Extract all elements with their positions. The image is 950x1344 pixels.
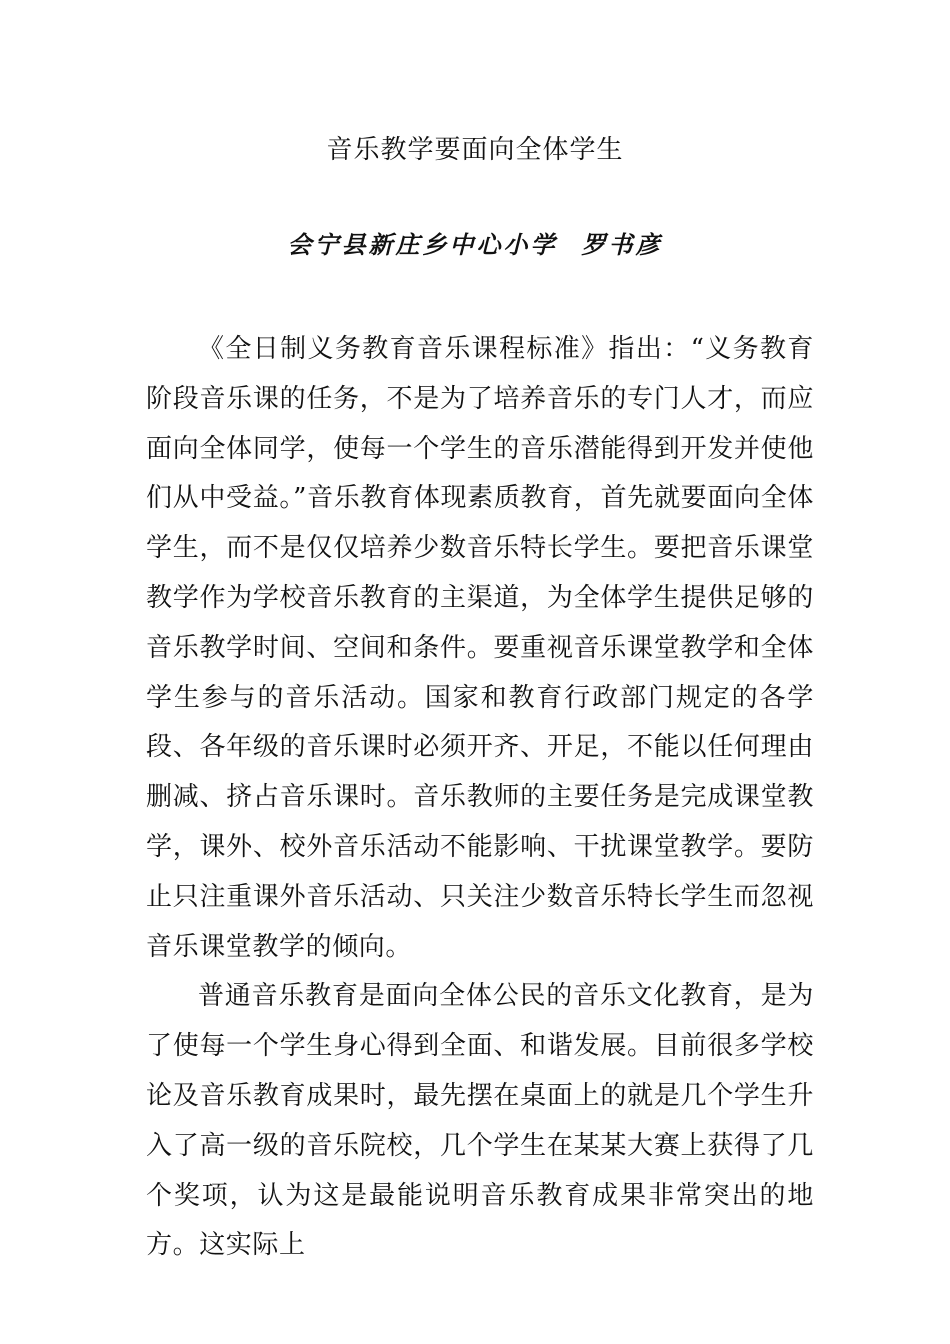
document-title: 音乐教学要面向全体学生 bbox=[326, 135, 624, 165]
document-body bbox=[146, 325, 814, 1271]
body-paragraph: 《全日制义务教育音乐课程标准》指出：“义务教育阶段音乐课的任务，不是为了培养音乐的专门人才，而应面向全体同学，使每一个学生的音乐潜能得到开发并使他们从中受益。”音乐教育体现素质教育，首先就要面向全体学生，而不是仅仅培养少数音乐特长学生。要把音乐课堂教学作为学校音乐教育的主渠道，为全体学生提供足够的音乐教学时间、空间和条件。要重视音乐课堂教学和全体学生参与的音乐活动。国家和教育行政部门规定的各学段、各年级的音乐课时必须开齐、开足，不能以任何理由删减、挤占音乐课时。音乐教师的主要任务是完成课堂教学，课外、校外音乐活动不能影响、干扰课堂教学。要防止只注重课外音乐活动、只关注少数音乐特长学生而忽视音乐课堂教学的倾向。 bbox=[146, 334, 814, 962]
author-school: 会宁县新庄乡中心小学 bbox=[287, 230, 558, 259]
author-line bbox=[0, 225, 950, 265]
author-name: 罗书彦 bbox=[581, 230, 663, 259]
body-paragraph: 普通音乐教育是面向全体公民的音乐文化教育，是为了使每一个学生身心得到全面、和谐发展。目前很多学校论及音乐教育成果时，最先摆在桌面上的就是几个学生升入了高一级的音乐院校，几个学生在某某大赛上获得了几个奖项，认为这是最能说明音乐教育成果非常突出的地方。这实际上 bbox=[146, 981, 814, 1261]
